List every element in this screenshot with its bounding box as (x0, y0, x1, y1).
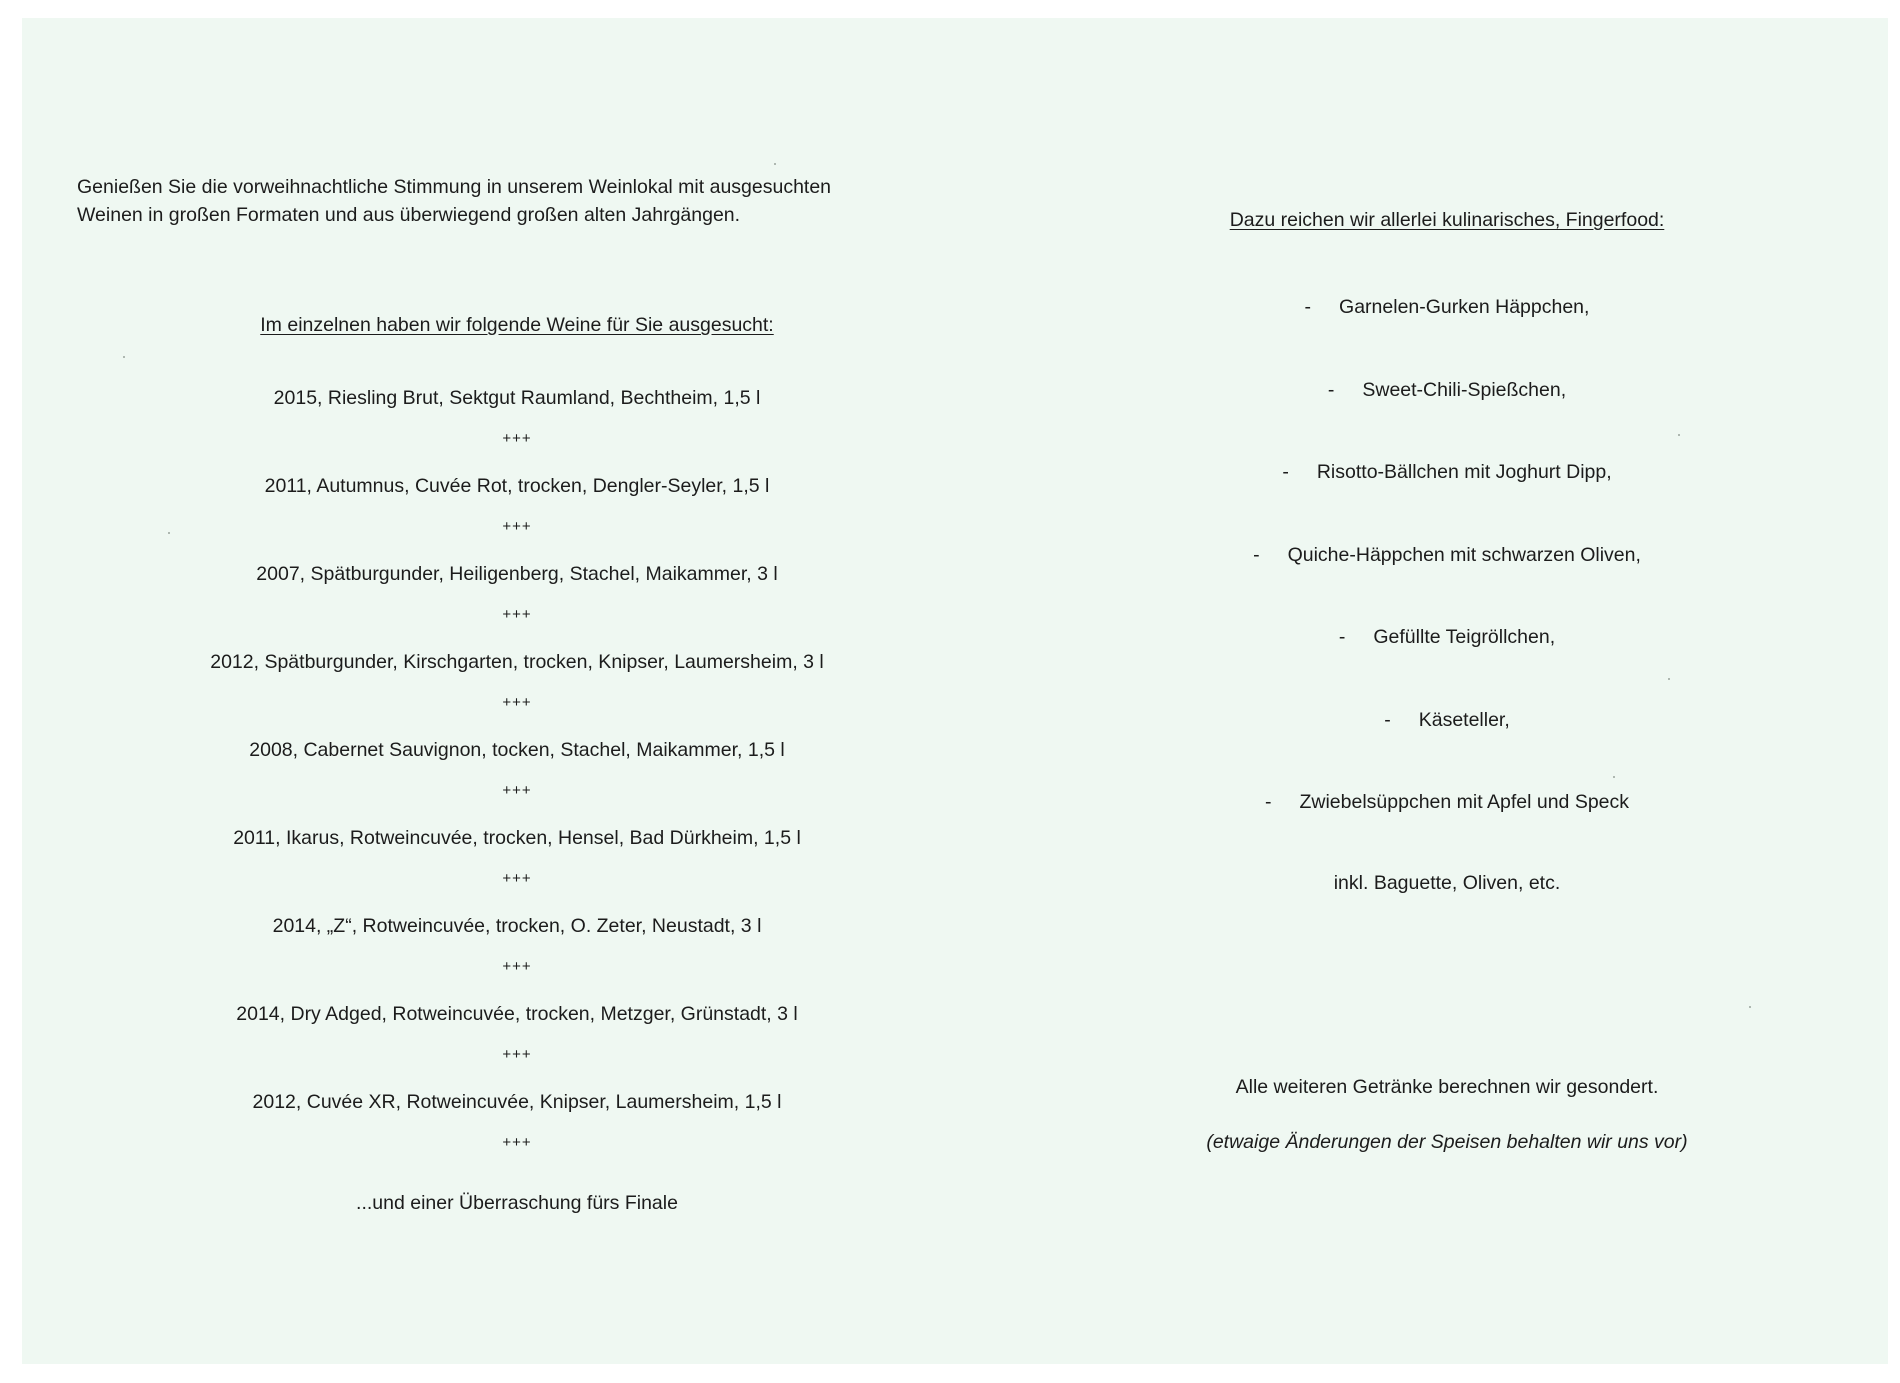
dash-bullet: - (1338, 626, 1346, 648)
wine-item (22, 912, 1012, 1000)
reserve-note: (etwaige Änderungen der Speisen behalten wir uns vor) (1206, 1131, 1688, 1153)
dash-bullet: - (1304, 296, 1312, 318)
wine-name: 2014, Dry Adged, Rotweincuvée, trocken, Metzger, Grünstadt, 3 l (236, 1003, 798, 1025)
wine-name: 2014, „Z“, Rotweincuvée, trocken, O. Zeter, Neustadt, 3 l (272, 915, 762, 937)
scan-speck (774, 163, 776, 165)
food-item-label: Zwiebelsüppchen mit Apfel und Speck (1299, 791, 1630, 813)
food-item (1002, 376, 1892, 459)
food-item (1002, 293, 1892, 376)
wine-separator: +++ (502, 870, 532, 887)
dash-bullet: - (1327, 378, 1335, 401)
wine-separator: +++ (502, 606, 532, 623)
food-list (1002, 293, 1892, 871)
wine-name: 2008, Cabernet Sauvignon, tocken, Stachel, Maikammer, 1,5 l (249, 739, 785, 761)
wine-name: 2012, Spätburgunder, Kirschgarten, trocken, Knipser, Laumersheim, 3 l (210, 651, 824, 673)
wine-item (22, 736, 1012, 824)
food-item-label: Garnelen-Gurken Häppchen, (1339, 296, 1590, 318)
dash-bullet: - (1264, 791, 1272, 813)
inclusive-note: inkl. Baguette, Oliven, etc. (1333, 872, 1561, 894)
scan-speck (1678, 434, 1680, 436)
dash-bullet: - (1384, 708, 1391, 731)
food-item-label: Käseteller, (1418, 708, 1510, 731)
wine-separator: +++ (502, 694, 532, 711)
food-item (1002, 706, 1892, 789)
intro-line: Weinen in großen Formaten und aus überwiegend großen alten Jahrgängen. (77, 204, 741, 226)
wine-separator: +++ (502, 1134, 532, 1151)
wine-item (22, 1000, 1012, 1088)
food-item (1002, 541, 1892, 624)
scan-speck (1668, 678, 1670, 680)
food-item (1002, 788, 1892, 871)
wine-item (22, 384, 1012, 472)
drinks-note: Alle weiteren Getränke berechnen wir gesondert. (1235, 1076, 1659, 1098)
finale-text: ...und einer Überraschung fürs Finale (356, 1192, 678, 1214)
food-item-label: Gefüllte Teigröllchen, (1373, 626, 1556, 648)
food-item-label: Risotto-Bällchen mit Joghurt Dipp, (1316, 461, 1612, 483)
food-list-heading: Dazu reichen wir allerlei kulinarisches, Fingerfood: (1229, 209, 1665, 231)
wine-item (22, 824, 1012, 912)
wine-item (22, 560, 1012, 648)
wine-name: 2011, Autumnus, Cuvée Rot, trocken, Dengler-Seyler, 1,5 l (264, 475, 770, 497)
intro-line: Genießen Sie die vorweihnachtliche Stimmung in unserem Weinlokal mit ausgesuchten (77, 176, 832, 198)
wine-separator: +++ (502, 782, 532, 799)
dash-bullet: - (1253, 543, 1260, 566)
wine-item (22, 648, 1012, 736)
scan-speck (1749, 1006, 1751, 1008)
wine-name: 2012, Cuvée XR, Rotweincuvée, Knipser, Laumersheim, 1,5 l (252, 1091, 782, 1113)
wine-column (22, 18, 1002, 1364)
wine-name: 2007, Spätburgunder, Heiligenberg, Stachel, Maikammer, 3 l (256, 563, 778, 585)
food-item-label: Sweet-Chili-Spießchen, (1362, 378, 1567, 401)
food-item (1002, 458, 1892, 541)
wine-separator: +++ (502, 518, 532, 535)
wine-name: 2015, Riesling Brut, Sektgut Raumland, Bechtheim, 1,5 l (273, 387, 761, 409)
dash-bullet: - (1282, 461, 1289, 483)
food-item-label: Quiche-Häppchen mit schwarzen Oliven, (1287, 543, 1641, 566)
wine-separator: +++ (502, 430, 532, 447)
scan-speck (168, 532, 170, 534)
scanned-page (22, 18, 1888, 1364)
food-item (1002, 623, 1892, 706)
wine-list (22, 384, 1012, 1176)
wine-item (22, 1088, 1012, 1176)
intro-paragraph (77, 173, 957, 229)
wine-item (22, 472, 1012, 560)
wine-name: 2011, Ikarus, Rotweincuvée, trocken, Hensel, Bad Dürkheim, 1,5 l (233, 827, 801, 849)
wine-list-heading: Im einzelnen haben wir folgende Weine für Sie ausgesucht: (260, 314, 774, 336)
wine-separator: +++ (502, 958, 532, 975)
wine-separator: +++ (502, 1046, 532, 1063)
food-column (1002, 18, 1888, 1364)
scan-speck (1613, 776, 1615, 778)
scan-speck (123, 356, 125, 358)
